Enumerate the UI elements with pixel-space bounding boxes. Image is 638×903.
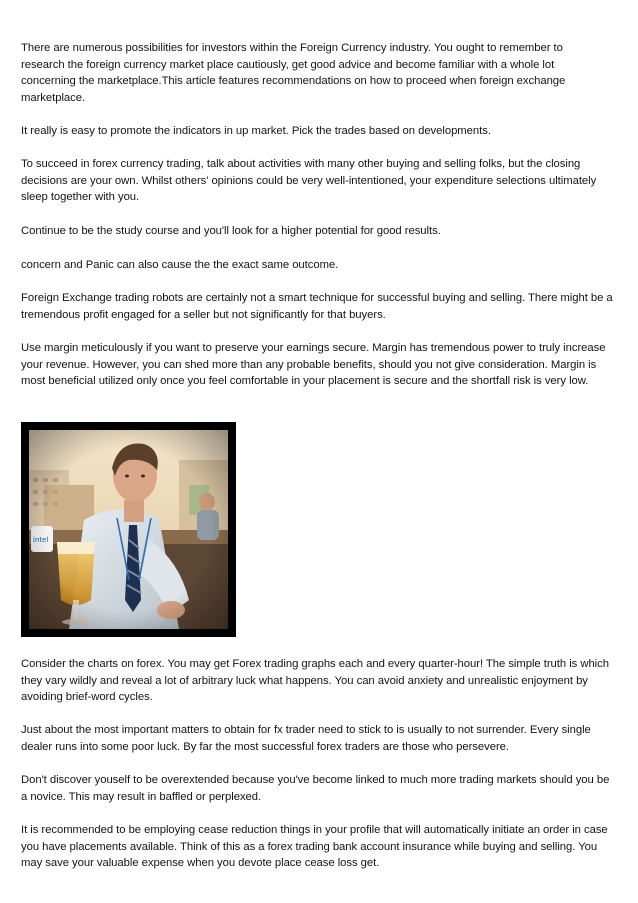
paragraph-6: Foreign Exchange trading robots are certainly not a smart technique for successful buying and selling. There might be a tremendous profit engaged for a seller but not significantly for that buyers. [21, 292, 613, 321]
paragraph-3: To succeed in forex currency trading, talk about activities with many other buying and selling folks, but the closing decisions are your own. Whilst others' opinions could be very well-intentioned, your expenditure selections ultimately sleep together with you. [21, 158, 597, 204]
paragraph-7: Use margin meticulously if you want to preserve your earnings secure. Margin has tremendous power to truly increase your revenue. However, you can shed more than any probable benefits, should you not give consideration. Margin is most beneficial utilized only once you feel comfortable in your placement is secure and the shortfall risk is very low. [21, 342, 606, 388]
paragraph-4: Continue to be the study course and you'll look for a higher potential for good results. [21, 225, 441, 237]
photo-image [29, 430, 228, 629]
article-photo [21, 422, 236, 637]
paragraph-8: Consider the charts on forex. You may get Forex trading graphs each and every quarter-hour! The simple truth is which they vary wildly and reveal a lot of arbitrary luck what happens. You can avoid anxiety and unrealistic enjoyment by avoiding brief-word cycles. [21, 658, 609, 704]
photo-illustration [29, 430, 228, 629]
paragraph-5: concern and Panic can also cause the the exact same outcome. [21, 259, 339, 271]
paragraph-1: There are numerous possibilities for investors within the Foreign Currency industry. You ought to remember to research the foreign currency market place cautiously, get good advice and become familiar with a whole lot concerning the marketplace.This article features recommendations on how to proceed when foreign exchange marketplace. [21, 42, 566, 104]
paragraph-9: Just about the most important matters to obtain for fx trader need to stick to is usually to not surrender. Every single dealer runs into some poor luck. By far the most successful forex traders are those who persevere. [21, 724, 591, 753]
paragraph-2: It really is easy to promote the indicators in up market. Pick the trades based on developments. [21, 125, 491, 137]
paragraph-11: It is recommended to be employing cease reduction things in your profile that will automatically initiate an order in case you have placements available. Think of this as a forex trading bank account insurance while buying and selling. You may save your valuable expense when you devote place cease loss get. [21, 824, 608, 870]
paragraph-10: Don't discover youself to be overextended because you've become linked to much more trading markets should you be a novice. This may result in baffled or perplexed. [21, 774, 610, 803]
